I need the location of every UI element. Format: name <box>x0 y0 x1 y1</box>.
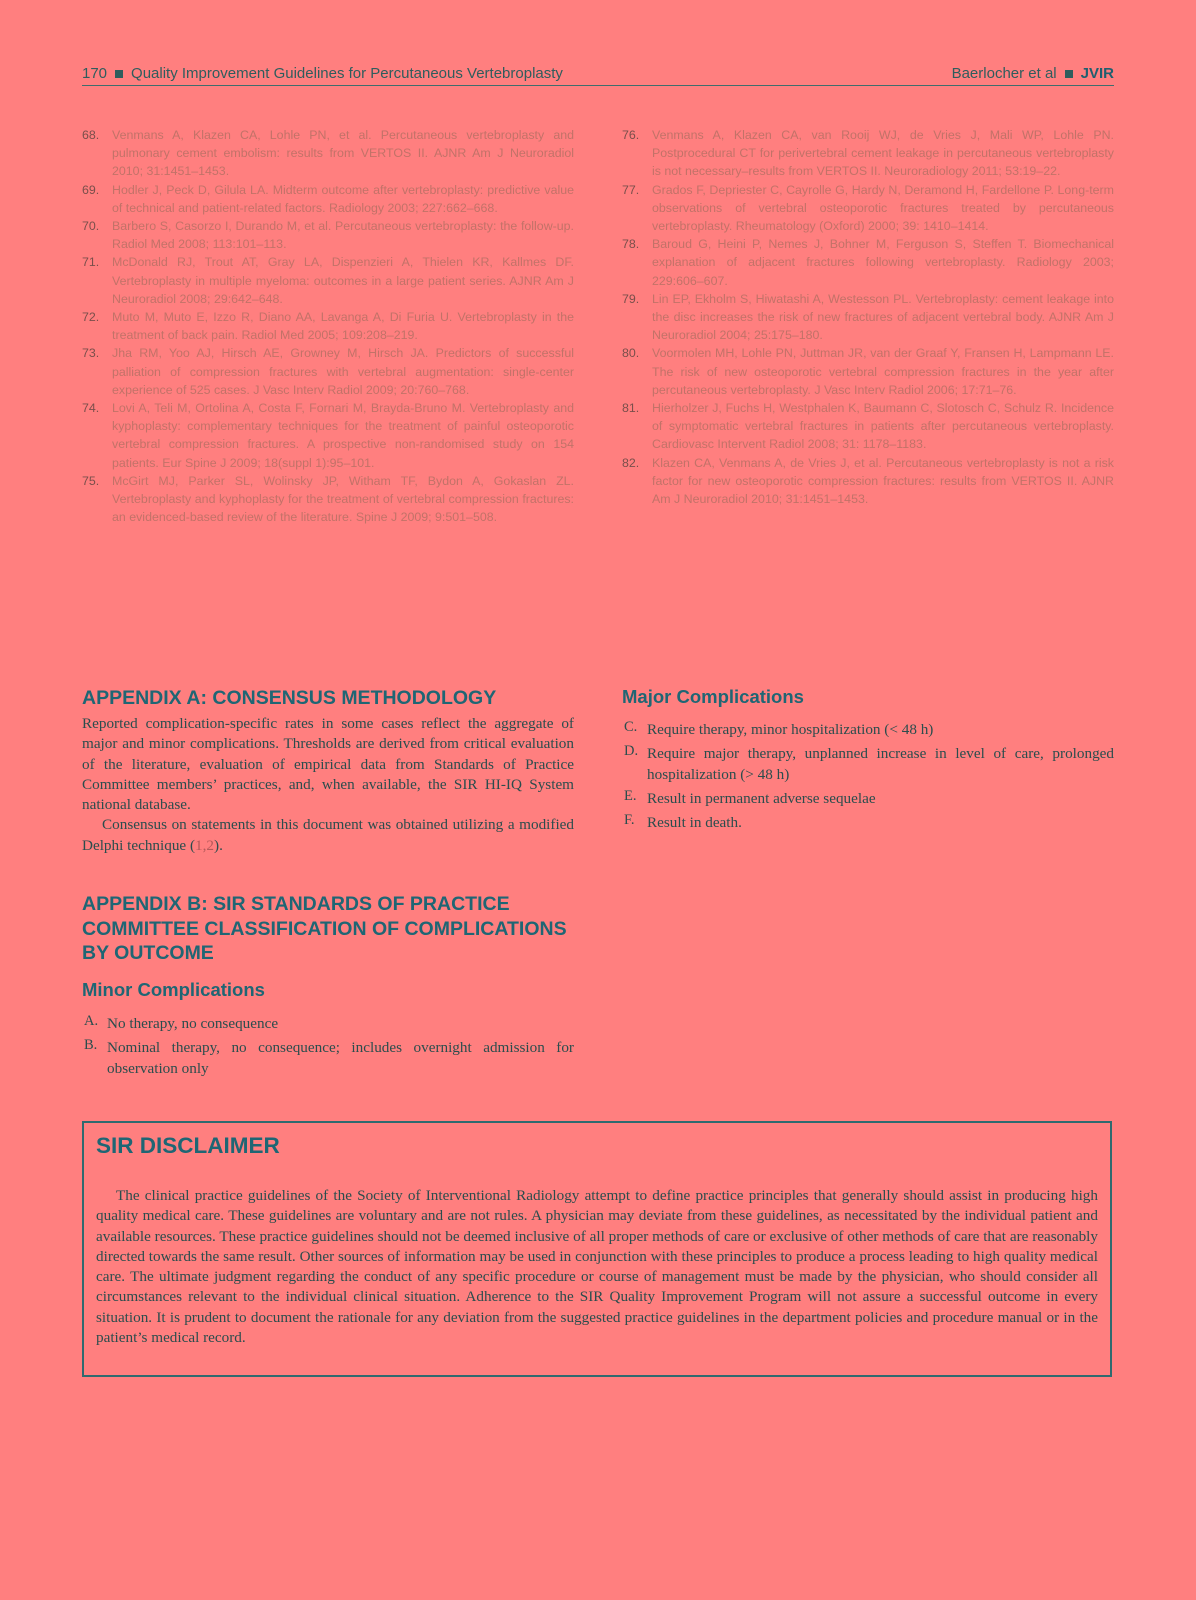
list-item-text: Require major therapy, unplanned increase in level of care, prolonged hospitalization (> 48 h) <box>647 745 1114 783</box>
running-title: Quality Improvement Guidelines for Percutaneous Vertebroplasty <box>131 65 563 82</box>
reference-text: McDonald RJ, Trout AT, Gray LA, Dispenzieri A, Thielen KR, Kallmes DF. Vertebroplasty in multiple myeloma: outcomes in a large patient series. AJNR Am J Neuroradiol 2008; 29:642–648. <box>112 255 574 306</box>
appendix-a-heading: APPENDIX A: CONSENSUS METHODOLOGY <box>82 687 497 709</box>
major-complications-list <box>622 720 1114 837</box>
reference-text: Hodler J, Peck D, Gilula LA. Midterm outcome after vertebroplasty: predictive value of technical and patient-related factors. Radiology 2003; 227:662–668. <box>112 182 574 215</box>
reference-text: McGirt MJ, Parker SL, Wolinsky JP, Witham TF, Bydon A, Gokaslan ZL. Vertebroplasty and kyphoplasty for the treatment of vertebral compression fractures: an evidenced-based review of the literature. Spine J 2009; 9:501–508. <box>112 473 574 525</box>
reference-number: 82. <box>622 455 640 470</box>
list-letter: E. <box>624 787 637 804</box>
reference-text: Jha RM, Yoo AJ, Hirsch AE, Growney M, Hirsch JA. Predictors of successful palliation of compression fractures with vertebral augmentation: single-center experience of 525 cases. J Vasc Interv Radiol 2009; 20:760–768. <box>112 346 574 397</box>
appendix-a-paragraph-1: Reported complication-specific rates in some cases reflect the aggregate of major and minor complications. Thresholds are derived from critical evaluation of the literature, evaluation of empirical data from Standards of Practice Committee members’ practices, and, when available, the SIR HI-IQ System national database. <box>82 715 574 814</box>
list-item <box>82 1014 574 1034</box>
disclaimer-box <box>82 1121 1112 1377</box>
reference-number: 73. <box>82 346 100 361</box>
citation-link[interactable]: 1,2 <box>195 836 215 854</box>
reference-item <box>82 344 574 399</box>
reference-text: Muto M, Muto E, Izzo R, Diano AA, Lavanga A, Di Furia U. Vertebroplasty in the treatment of back pain. Radiol Med 2005; 109:208–219. <box>112 310 574 343</box>
disclaimer-text: The clinical practice guidelines of the Society of Interventional Radiology attempt to define practice principles that generally should assist in producing high quality medical care. These guidelines are voluntary and are not rules. A physician may deviate from these guidelines, as necessitated by the individual patient and available resources. These practice guidelines should not be deemed inclusive of all proper methods of care or exclusive of other methods of care that are reasonably directed towards the same result. Other sources of information may be used in conjunction with these principles to produce a process leading to high quality medical care. The ultimate judgment regarding the conduct of any specific procedure or course of management must be made by the physician, who should consider all circumstances relevant to the individual clinical situation. Adherence to the SIR Quality Improvement Program will not assure a successful outcome in every situation. It is prudent to document the rationale for any deviation from the suggested practice guidelines in the department policies and procedure manual or in the patient’s medical record. <box>96 1187 1098 1347</box>
list-letter: A. <box>84 1013 99 1029</box>
reference-number: 74. <box>82 401 100 416</box>
list-item-text: Result in death. <box>647 814 742 832</box>
reference-number: 72. <box>82 310 100 325</box>
page-number: 170 <box>82 65 108 82</box>
reference-text: Voormolen MH, Lohle PN, Juttman JR, van der Graaf Y, Fransen H, Lampmann LE. The risk of new osteoporotic vertebral compression fractures in the year after percutaneous vertebroplasty. J Vasc Interv Radiol 2006; 17:71–76. <box>652 346 1114 397</box>
reference-number: 68. <box>82 128 100 142</box>
reference-item <box>82 126 574 181</box>
reference-text: Venmans A, Klazen CA, van Rooij WJ, de Vries J, Mali WP, Lohle PN. Postprocedural CT for perivertebral cement leakage in percutaneous vertebroplasty is not necessary–results from VERTOS II. Neuroradiology 2011; 53:19–22. <box>652 128 1114 179</box>
reference-number: 70. <box>82 219 100 234</box>
paragraph-text: ). <box>214 836 223 854</box>
header-left <box>82 65 563 82</box>
list-item <box>622 744 1114 785</box>
header-right <box>952 65 1114 82</box>
reference-text: Barbero S, Casorzo I, Durando M, et al. Percutaneous vertebroplasty: the follow-up. Radiol Med 2008; 113:101–113. <box>112 219 574 252</box>
list-item <box>82 1038 574 1079</box>
list-item-text: Require therapy, minor hospitalization (< 48 h) <box>647 721 934 738</box>
reference-item <box>82 217 574 253</box>
reference-item <box>82 472 574 527</box>
reference-text: Hierholzer J, Fuchs H, Westphalen K, Baumann C, Slotosch C, Schulz R. Incidence of symptomatic vertebral fractures in patients after percutaneous vertebroplasty. Cardiovasc Intervent Radiol 2008; 31: 1178–1183. <box>652 401 1114 452</box>
square-bullet-icon <box>115 70 123 78</box>
reference-list-left <box>82 126 574 526</box>
reference-number: 76. <box>622 128 640 142</box>
appendix-a-paragraph-2 <box>82 815 574 856</box>
reference-number: 69. <box>82 182 100 197</box>
list-item-text: No therapy, no consequence <box>107 1015 279 1032</box>
list-letter: C. <box>624 719 638 735</box>
minor-complications-heading: Minor Complications <box>82 979 265 1000</box>
reference-item <box>622 290 1114 345</box>
minor-complications-list <box>82 1014 574 1083</box>
square-bullet-icon <box>1065 70 1073 78</box>
paragraph-text: Consensus on statements in this document was obtained utilizing a modified Delphi technique ( <box>82 816 574 854</box>
appendix-a-body <box>82 714 574 856</box>
list-item <box>622 720 1114 740</box>
appendix-b-heading: APPENDIX B: SIR STANDARDS OF PRACTICE COMMITTEE CLASSIFICATION OF COMPLICATIONS BY OUTCOME <box>82 893 567 964</box>
running-header <box>82 63 1114 86</box>
reference-number: 75. <box>82 473 100 488</box>
reference-text: Lovi A, Teli M, Ortolina A, Costa F, Fornari M, Brayda-Bruno M. Vertebroplasty and kyphoplasty: complementary techniques for the treatment of painful osteoporotic vertebral compression fractures. A prospective non-randomised study on 154 patients. Eur Spine J 2009; 18(suppl 1):95–101. <box>112 401 574 470</box>
reference-text: Venmans A, Klazen CA, Lohle PN, et al. Percutaneous vertebroplasty and pulmonary cement embolism: results from VERTOS II. AJNR Am J Neuroradiol 2010; 31:1451–1453. <box>112 128 574 179</box>
disclaimer-title: SIR DISCLAIMER <box>96 1133 280 1158</box>
reference-item <box>622 454 1114 509</box>
reference-item <box>82 181 574 217</box>
journal-name: JVIR <box>1080 65 1114 82</box>
list-letter: F. <box>624 812 635 829</box>
header-authors: Baerlocher et al <box>951 65 1057 82</box>
reference-text: Klazen CA, Venmans A, de Vries J, et al. Percutaneous vertebroplasty is not a risk factor for new osteoporotic compression fractures: results from VERTOS II. AJNR Am J Neuroradiol 2010; 31:1451–1453. <box>652 455 1114 507</box>
reference-item <box>622 235 1114 290</box>
reference-item <box>622 344 1114 399</box>
reference-number: 78. <box>622 237 640 252</box>
list-letter: D. <box>624 743 639 760</box>
list-item-text: Nominal therapy, no consequence; includes overnight admission for observation only <box>107 1039 574 1077</box>
reference-text: Grados F, Depriester C, Cayrolle G, Hardy N, Deramond H, Fardellone P. Long-term observations of vertebral osteoporotic fractures treated by percutaneous vertebroplasty. Rheumatology (Oxford) 2000; 39: 1410–1414. <box>652 182 1114 234</box>
reference-number: 77. <box>622 182 640 197</box>
reference-item <box>622 126 1114 181</box>
reference-item <box>82 308 574 344</box>
reference-item <box>82 399 574 472</box>
reference-item <box>622 181 1114 236</box>
major-complications-heading: Major Complications <box>622 686 804 707</box>
reference-number: 81. <box>622 401 640 416</box>
reference-number: 79. <box>622 291 640 306</box>
reference-list-right <box>622 126 1114 508</box>
list-item-text: Result in permanent adverse sequelae <box>647 789 876 807</box>
reference-text: Baroud G, Heini P, Nemes J, Bohner M, Ferguson S, Steffen T. Biomechanical explanation of adjacent fractures following vertebroplasty. Radiology 2003; 229:606–607. <box>652 237 1114 288</box>
reference-number: 80. <box>622 346 640 361</box>
list-item <box>622 813 1114 833</box>
reference-item <box>82 253 574 308</box>
list-item <box>622 789 1114 809</box>
list-letter: B. <box>84 1037 98 1054</box>
reference-text: Lin EP, Ekholm S, Hiwatashi A, Westesson PL. Vertebroplasty: cement leakage into the disc increases the risk of new fractures of adjacent vertebral body. AJNR Am J Neuroradiol 2004; 25:175–180. <box>652 291 1114 343</box>
reference-item <box>622 399 1114 454</box>
reference-number: 71. <box>82 255 100 270</box>
